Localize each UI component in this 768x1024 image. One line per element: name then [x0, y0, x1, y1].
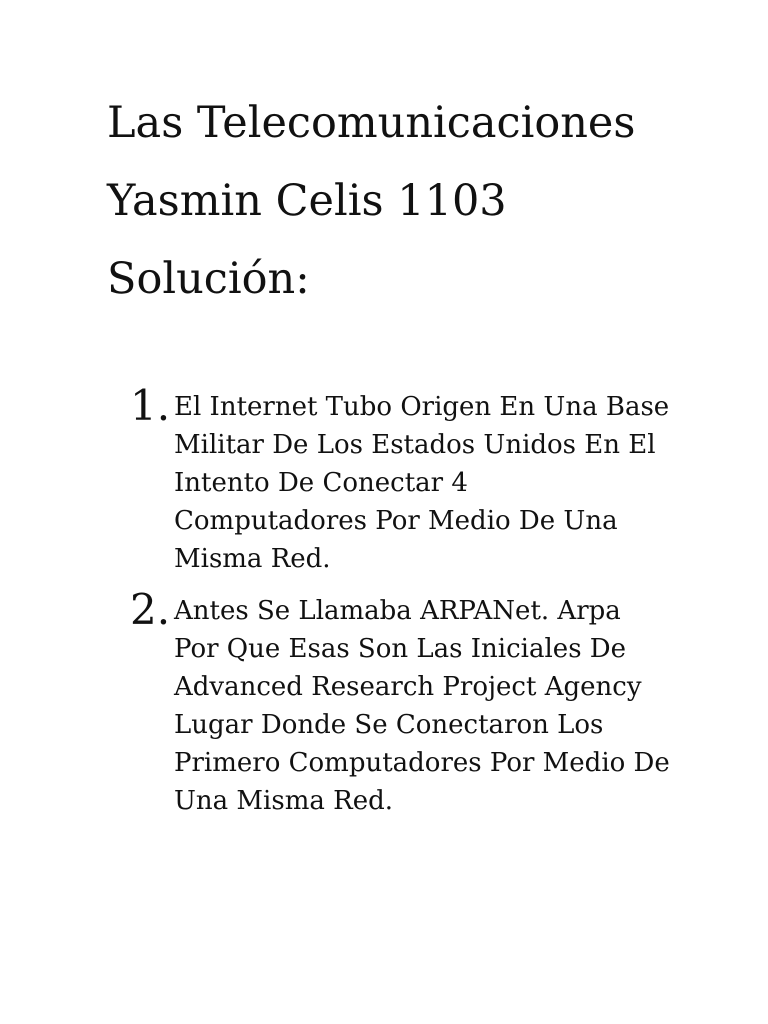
document-heading	[107, 84, 635, 318]
answer-list	[130, 381, 690, 834]
list-item-text: El Internet Tubo Origen En Una Base Militar De Los Estados Unidos En El Intento De Conectar 4 Computadores Por Medio De Una Misma Red.	[174, 392, 670, 574]
list-item-number: 2.	[130, 585, 171, 634]
list-item	[130, 585, 690, 820]
solution-label: Solución:	[107, 254, 310, 304]
author-line: Yasmin Celis 1103	[107, 176, 507, 226]
list-item	[130, 381, 690, 578]
list-item-number: 1.	[130, 381, 171, 430]
document-title: Las Telecomunicaciones	[107, 98, 636, 148]
list-item-text: Antes Se Llamaba ARPANet. Arpa Por Que Esas Son Las Iniciales De Advanced Research Project Agency Lugar Donde Se Conectaron Los Primero Computadores Por Medio De Una Misma Red.	[174, 596, 670, 816]
